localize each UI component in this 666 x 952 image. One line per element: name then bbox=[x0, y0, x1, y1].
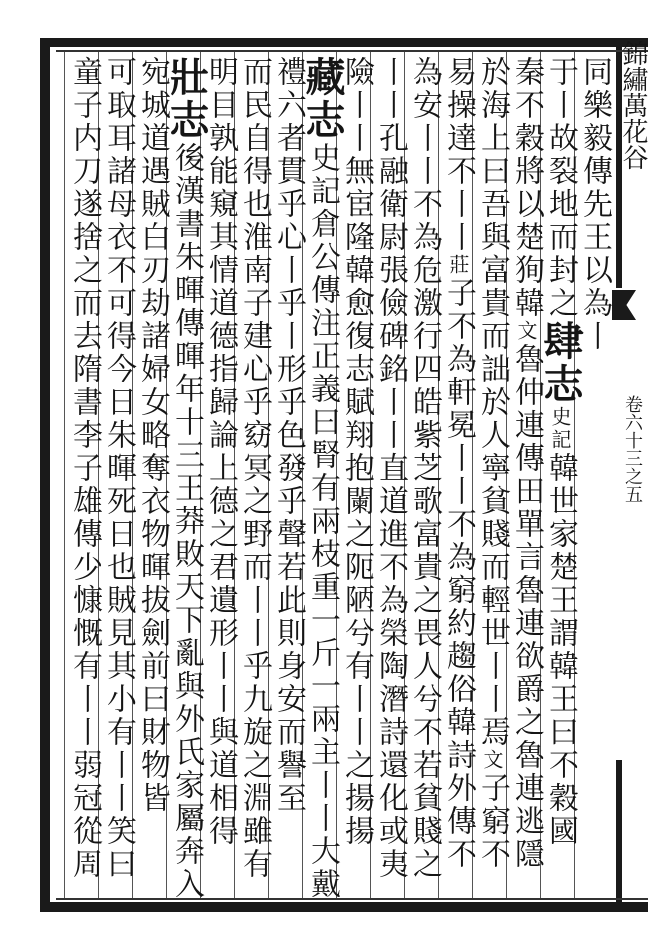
body-text: 于丨故裂地而封之 bbox=[543, 56, 578, 320]
text-column-12 bbox=[202, 56, 238, 896]
header-margin-title: 錦繡萬花谷 bbox=[618, 40, 648, 170]
text-column-14 bbox=[134, 56, 170, 896]
body-text: 明目孰能窺其情道德指歸論上德之君遺形丨丨與道相得 bbox=[203, 56, 238, 848]
body-text: 禮六者貫乎心丨乎丨形乎色發乎聲若此則身安而譽至 bbox=[271, 56, 306, 815]
body-text: 韓世家楚王謂韓王曰不穀國 bbox=[543, 452, 578, 848]
heading-term: 藏志 bbox=[299, 56, 346, 142]
frame-border-top bbox=[40, 38, 648, 47]
body-text: 可取耳諸母衣不可得今日朱暉死日也賊見其小有丨丨笑曰 bbox=[101, 56, 136, 881]
body-text: 為安丨丨不為危激行四皓紫芝歌富貴之畏人兮不若貧賤之 bbox=[407, 56, 442, 881]
text-column-16 bbox=[66, 56, 102, 896]
body-text: 丨 bbox=[577, 320, 612, 353]
text-column-4 bbox=[474, 56, 510, 896]
body-text: 秦不穀將以楚狥韓 bbox=[509, 56, 544, 320]
body-text: 史記倉公傳注正義曰腎有兩枝重一斤一兩主丨丨大戴 bbox=[305, 142, 340, 901]
text-column-10 bbox=[270, 56, 306, 896]
text-column-7 bbox=[372, 56, 408, 896]
body-text: 後漢書朱暉傳暉年十三王莽敗天下亂與外氏家屬奔入 bbox=[169, 142, 204, 901]
body-text: 魯仲連傳田單言魯連欲爵之魯連逃隱 bbox=[509, 343, 544, 871]
small-annotation: 史記 bbox=[548, 406, 572, 452]
text-column-5 bbox=[440, 56, 476, 896]
body-text: 子窮不 bbox=[475, 772, 510, 871]
text-column-3 bbox=[508, 56, 544, 896]
text-column-9 bbox=[299, 56, 346, 901]
inner-rule-bottom bbox=[56, 898, 648, 900]
small-annotation: 莊 bbox=[446, 254, 470, 277]
body-text: 於海上曰吾與富貴而詘於人寧貧賤而輕世丨丨焉 bbox=[475, 56, 510, 749]
column-rule bbox=[64, 52, 65, 898]
body-text: 宛城道遇賊白刃劫諸婦女略奪衣物暉拔劍前曰財物皆 bbox=[135, 56, 170, 815]
small-annotation: 文 bbox=[514, 320, 538, 343]
frame-border-left bbox=[40, 38, 50, 912]
text-column-8 bbox=[338, 56, 374, 896]
body-text: 險丨丨無宦隆韓愈復志賦翔抱闌之阨陋兮有丨丨之揚揚 bbox=[339, 56, 374, 848]
text-column-15 bbox=[100, 56, 136, 896]
body-text: 丨丨孔融衛尉張儉碑銘丨丨直道進不為榮陶潛詩還化或夷 bbox=[373, 56, 408, 881]
body-text: 同樂毅傳先王以為 bbox=[577, 56, 612, 320]
text-column-11 bbox=[236, 56, 272, 896]
text-column-1 bbox=[576, 56, 612, 896]
text-column-6 bbox=[406, 56, 442, 896]
body-text: 易操達不丨丨 bbox=[441, 56, 476, 254]
juan-label: 卷六十三之五 bbox=[622, 395, 643, 503]
frame-border-bottom bbox=[40, 902, 648, 912]
text-column-2 bbox=[537, 56, 584, 896]
inner-rule-top bbox=[56, 50, 648, 52]
body-text: 而民自得也淮南子建心乎窈冥之野而丨丨乎九旋之淵雖有 bbox=[237, 56, 272, 881]
body-text: 童子内刀遂捨之而去隋書李子雄傳少慷慨有丨丨弱冠從周 bbox=[67, 56, 102, 881]
small-annotation: 文 bbox=[480, 749, 504, 772]
body-text: 子不為軒冕丨丨不為窮約趨俗韓詩外傳不 bbox=[441, 277, 476, 871]
text-column-13 bbox=[163, 56, 210, 901]
frame-border-right-bottom bbox=[616, 760, 622, 912]
fish-tail-mark bbox=[612, 290, 636, 320]
heading-term: 肆志 bbox=[537, 320, 584, 406]
heading-term: 壯志 bbox=[163, 56, 210, 142]
